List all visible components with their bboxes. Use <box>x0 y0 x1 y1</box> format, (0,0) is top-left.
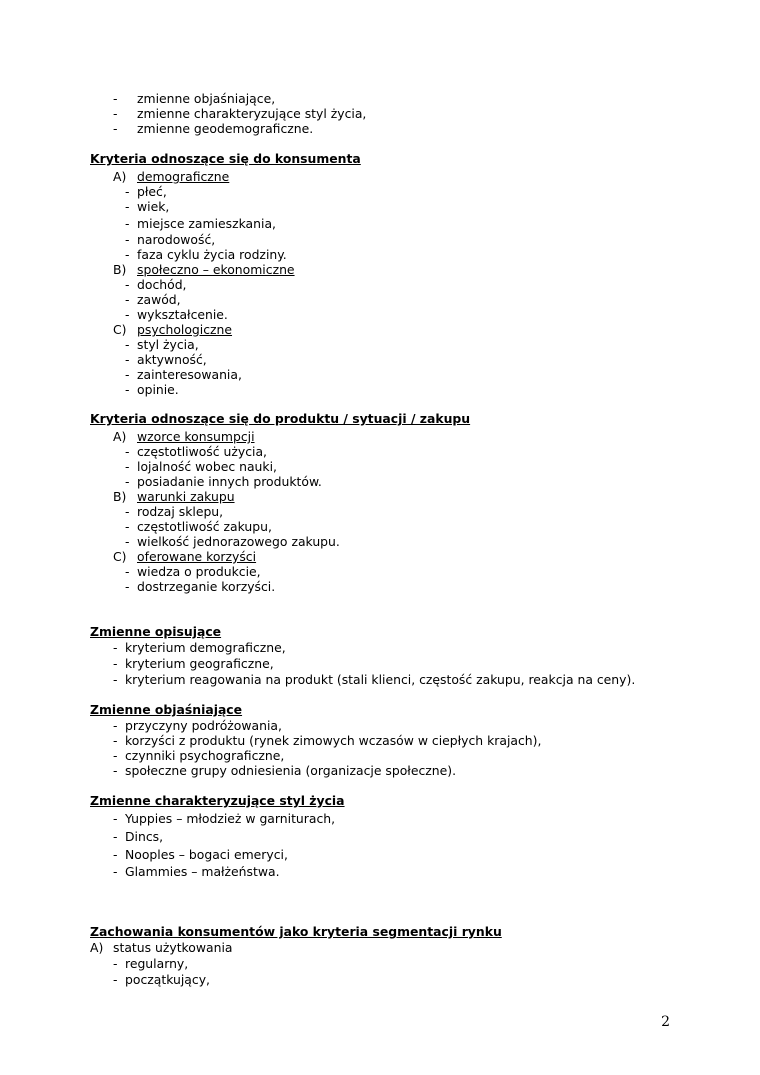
group-letter: A) <box>113 429 127 444</box>
bullet-dash: - <box>125 504 130 519</box>
bullet-dash: - <box>113 718 118 733</box>
section-heading-consumer: Kryteria odnoszące się do konsumenta <box>90 151 361 166</box>
group-title: społeczno – ekonomiczne <box>137 262 295 277</box>
bullet-dash: - <box>113 640 118 655</box>
bullet-dash: - <box>113 672 118 687</box>
bullet-dash: - <box>125 247 130 262</box>
list-item: miejsce zamieszkania, <box>137 216 276 231</box>
group-title: oferowane korzyści <box>137 549 257 564</box>
section-heading-behavior: Zachowania konsumentów jako kryteria segmentacji rynku <box>90 924 502 939</box>
list-item: płeć, <box>137 184 167 199</box>
bullet-dash: - <box>113 864 118 879</box>
list-item: zmienne charakteryzujące styl życia, <box>137 106 367 121</box>
bullet-dash: - <box>113 829 118 844</box>
bullet-dash: - <box>113 106 118 121</box>
group-letter: A) <box>90 940 104 955</box>
bullet-dash: - <box>125 459 130 474</box>
bullet-dash: - <box>125 352 130 367</box>
bullet-dash: - <box>125 199 130 214</box>
group-title: warunki zakupu <box>137 489 235 504</box>
bullet-dash: - <box>113 811 118 826</box>
bullet-dash: - <box>113 748 118 763</box>
group-letter: B) <box>113 489 127 504</box>
bullet-dash: - <box>125 184 130 199</box>
list-item: zmienne geodemograficzne. <box>137 121 314 136</box>
list-item: wiek, <box>137 199 170 214</box>
section-heading-explanatory: Zmienne objaśniające <box>90 702 243 717</box>
bullet-dash: - <box>113 656 118 671</box>
list-item: społeczne grupy odniesienia (organizacje społeczne). <box>125 763 457 778</box>
group-letter: B) <box>113 262 127 277</box>
list-item: częstotliwość zakupu, <box>137 519 272 534</box>
list-item: regularny, <box>125 956 189 971</box>
section-heading-descriptive: Zmienne opisujące <box>90 624 222 639</box>
group-title: demograficzne <box>137 169 230 184</box>
list-item: częstotliwość użycia, <box>137 444 267 459</box>
bullet-dash: - <box>113 733 118 748</box>
group-title: status użytkowania <box>113 940 233 955</box>
bullet-dash: - <box>125 519 130 534</box>
list-item: zainteresowania, <box>137 367 242 382</box>
bullet-dash: - <box>113 847 118 862</box>
bullet-dash: - <box>113 972 118 987</box>
bullet-dash: - <box>113 121 118 136</box>
group-title: wzorce konsumpcji <box>137 429 255 444</box>
page-number: 2 <box>661 1014 670 1030</box>
list-item: zawód, <box>137 292 181 307</box>
list-item: dochód, <box>137 277 187 292</box>
list-item: Dincs, <box>125 829 164 844</box>
bullet-dash: - <box>125 564 130 579</box>
list-item: kryterium reagowania na produkt (stali klienci, częstość zakupu, reakcja na ceny). <box>125 672 636 687</box>
bullet-dash: - <box>113 956 118 971</box>
group-title: psychologiczne <box>137 322 233 337</box>
section-heading-lifestyle: Zmienne charakteryzujące styl życia <box>90 793 345 808</box>
bullet-dash: - <box>125 292 130 307</box>
list-item: wykształcenie. <box>137 307 228 322</box>
list-item: faza cyklu życia rodziny. <box>137 247 287 262</box>
list-item: Glammies – małżeństwa. <box>125 864 280 879</box>
bullet-dash: - <box>125 277 130 292</box>
list-item: wiedza o produkcie, <box>137 564 261 579</box>
group-letter: A) <box>113 169 127 184</box>
bullet-dash: - <box>125 307 130 322</box>
list-item: styl życia, <box>137 337 199 352</box>
group-letter: C) <box>113 549 127 564</box>
bullet-dash: - <box>125 216 130 231</box>
group-letter: C) <box>113 322 127 337</box>
section-heading-product: Kryteria odnoszące się do produktu / sytuacji / zakupu <box>90 411 471 426</box>
list-item: posiadanie innych produktów. <box>137 474 322 489</box>
list-item: kryterium demograficzne, <box>125 640 286 655</box>
list-item: Yuppies – młodzież w garniturach, <box>125 811 336 826</box>
bullet-dash: - <box>113 763 118 778</box>
list-item: wielkość jednorazowego zakupu. <box>137 534 340 549</box>
list-item: kryterium geograficzne, <box>125 656 274 671</box>
list-item: lojalność wobec nauki, <box>137 459 277 474</box>
bullet-dash: - <box>125 474 130 489</box>
list-item: narodowość, <box>137 232 216 247</box>
list-item: czynniki psychograficzne, <box>125 748 285 763</box>
list-item: dostrzeganie korzyści. <box>137 579 276 594</box>
list-item: rodzaj sklepu, <box>137 504 224 519</box>
bullet-dash: - <box>125 534 130 549</box>
bullet-dash: - <box>125 382 130 397</box>
bullet-dash: - <box>113 91 118 106</box>
bullet-dash: - <box>125 579 130 594</box>
bullet-dash: - <box>125 232 130 247</box>
bullet-dash: - <box>125 367 130 382</box>
list-item: korzyści z produktu (rynek zimowych wczasów w ciepłych krajach), <box>125 733 542 748</box>
list-item: zmienne objaśniające, <box>137 91 276 106</box>
list-item: aktywność, <box>137 352 207 367</box>
list-item: przyczyny podróżowania, <box>125 718 282 733</box>
list-item: Nooples – bogaci emeryci, <box>125 847 288 862</box>
list-item: opinie. <box>137 382 179 397</box>
bullet-dash: - <box>125 444 130 459</box>
bullet-dash: - <box>125 337 130 352</box>
list-item: początkujący, <box>125 972 210 987</box>
